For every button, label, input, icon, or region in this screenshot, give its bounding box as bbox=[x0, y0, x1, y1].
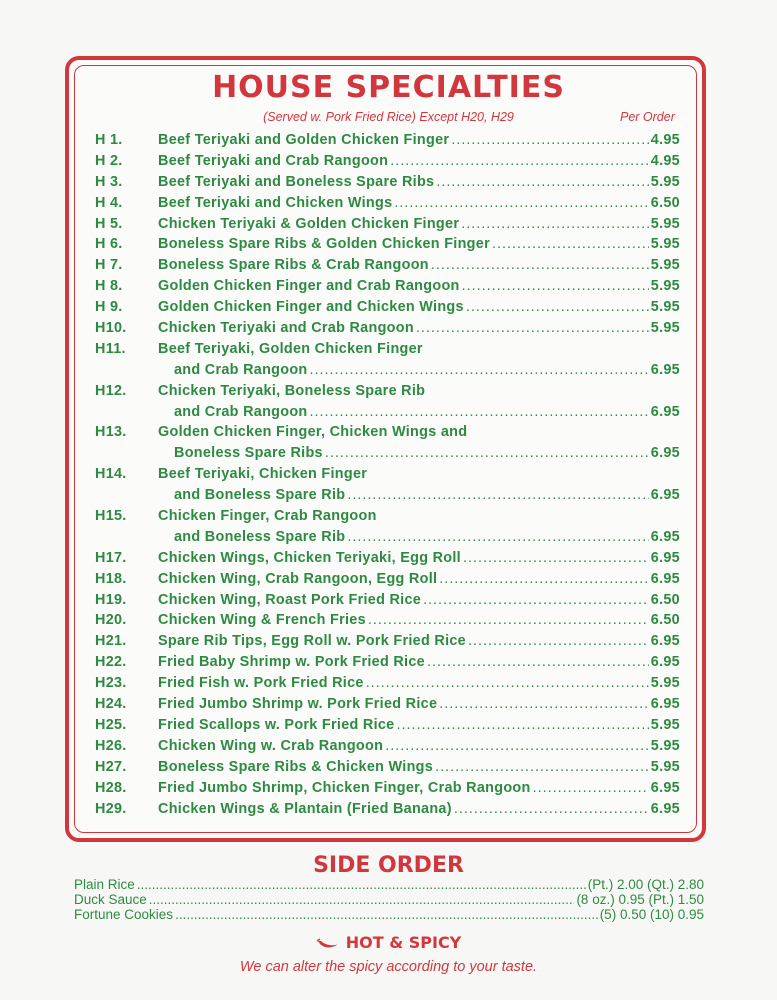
menu-item-price: 6.95 bbox=[650, 570, 680, 587]
dot-leader bbox=[423, 590, 649, 611]
menu-item-code: H 1. bbox=[95, 132, 123, 148]
dot-leader bbox=[347, 485, 648, 506]
menu-item-code: H 9. bbox=[95, 299, 123, 316]
menu-item-line bbox=[95, 548, 680, 569]
menu-item-line bbox=[95, 736, 680, 757]
menu-item-name-continued: Boneless Spare Ribs bbox=[174, 445, 323, 462]
house-specialties-title: HOUSE SPECIALTIES bbox=[212, 70, 565, 105]
menu-item-line bbox=[95, 276, 680, 297]
menu-item-price: 6.95 bbox=[650, 549, 680, 566]
hot-spicy-text: HOT & SPICY bbox=[345, 933, 462, 952]
menu-item-name: Chicken Wing w. Crab Rangoon bbox=[158, 737, 384, 754]
menu-item bbox=[95, 297, 680, 318]
menu-item-name: Spare Rib Tips, Egg Roll w. Pork Fried Rice bbox=[158, 633, 466, 650]
menu-item-price: 5.95 bbox=[650, 278, 680, 295]
menu-item-name: Fried Jumbo Shrimp, Chicken Finger, Crab Rangoon bbox=[158, 779, 531, 796]
menu-item-code: H 3. bbox=[95, 173, 123, 190]
menu-item-code: H29. bbox=[95, 800, 127, 817]
menu-item-line bbox=[95, 443, 680, 464]
menu-item-line bbox=[95, 172, 680, 193]
menu-item-price: 5.95 bbox=[650, 257, 680, 274]
menu-item-price: 6.95 bbox=[650, 361, 680, 378]
dot-leader bbox=[366, 673, 649, 694]
per-order-label: Per Order bbox=[620, 110, 675, 124]
menu-item-price: 5.95 bbox=[650, 758, 680, 775]
menu-item-name: Golden Chicken Finger and Chicken Wings bbox=[158, 299, 464, 316]
menu-item bbox=[95, 631, 680, 652]
menu-item-price: 5.95 bbox=[650, 737, 680, 754]
dot-leader bbox=[431, 255, 649, 276]
menu-item-code: H 4. bbox=[95, 194, 123, 211]
dot-leader bbox=[325, 443, 649, 464]
side-order-item bbox=[74, 892, 704, 907]
menu-item-line bbox=[95, 715, 680, 736]
menu-item-line bbox=[95, 799, 680, 820]
dot-leader bbox=[390, 151, 649, 172]
menu-item bbox=[95, 506, 680, 548]
menu-item-line bbox=[95, 464, 680, 485]
menu-item bbox=[95, 715, 680, 736]
menu-item-name: Beef Teriyaki and Crab Rangoon bbox=[158, 152, 389, 169]
menu-item-price: 6.95 bbox=[650, 633, 680, 650]
menu-item bbox=[95, 673, 680, 694]
dot-leader bbox=[436, 172, 648, 193]
menu-item-line bbox=[95, 506, 680, 527]
menu-item-price: 6.95 bbox=[650, 528, 680, 545]
dot-leader bbox=[463, 548, 649, 569]
menu-item-line bbox=[95, 381, 680, 402]
menu-item-price: 5.95 bbox=[650, 173, 680, 190]
menu-item-code: H11. bbox=[95, 340, 126, 357]
menu-item-code: H28. bbox=[95, 779, 127, 796]
menu-item bbox=[95, 569, 680, 590]
menu-item-line bbox=[95, 527, 680, 548]
menu-item-line bbox=[95, 130, 680, 151]
menu-item-price: 4.95 bbox=[650, 152, 680, 169]
menu-item-name: Boneless Spare Ribs & Chicken Wings bbox=[158, 758, 434, 775]
menu-item-line bbox=[95, 297, 680, 318]
menu-item-price: 6.50 bbox=[650, 612, 680, 629]
dot-leader bbox=[394, 193, 648, 214]
menu-item-name: Beef Teriyaki and Chicken Wings bbox=[158, 194, 393, 211]
side-order-item bbox=[74, 877, 704, 892]
dot-leader bbox=[461, 214, 649, 235]
menu-item-line bbox=[95, 778, 680, 799]
side-order-list bbox=[74, 877, 704, 922]
menu-item-code: H21. bbox=[95, 633, 127, 650]
menu-item-price: 5.95 bbox=[650, 299, 680, 316]
menu-item-line bbox=[95, 255, 680, 276]
menu-item-line bbox=[95, 610, 680, 631]
menu-item bbox=[95, 799, 680, 820]
menu-item-price: 6.95 bbox=[650, 403, 680, 420]
menu-item-name: Chicken Teriyaki and Crab Rangoon bbox=[158, 320, 414, 337]
menu-item-code: H 8. bbox=[95, 278, 123, 295]
menu-item bbox=[95, 757, 680, 778]
dot-leader bbox=[466, 297, 649, 318]
menu-item bbox=[95, 778, 680, 799]
menu-item bbox=[95, 214, 680, 235]
menu-item bbox=[95, 193, 680, 214]
menu-item-name: Chicken Wing, Roast Pork Fried Rice bbox=[158, 591, 422, 608]
menu-item-code: H 6. bbox=[95, 236, 123, 253]
side-order-price: (5) 0.50 (10) 0.95 bbox=[599, 907, 704, 922]
menu-item-price: 6.50 bbox=[650, 194, 680, 211]
menu-item-line bbox=[95, 694, 680, 715]
dot-leader bbox=[416, 318, 649, 339]
dot-leader bbox=[368, 610, 649, 631]
menu-item bbox=[95, 610, 680, 631]
menu-item-code: H24. bbox=[95, 696, 127, 713]
menu-item-name: Chicken Finger, Crab Rangoon bbox=[158, 508, 377, 525]
menu-item-name: Beef Teriyaki and Boneless Spare Ribs bbox=[158, 173, 435, 190]
menu-item-code: H20. bbox=[95, 612, 127, 629]
dot-leader bbox=[439, 569, 648, 590]
menu-item bbox=[95, 381, 680, 423]
menu-item-name: Fried Jumbo Shrimp w. Pork Fried Rice bbox=[158, 696, 438, 713]
menu-item-line bbox=[95, 631, 680, 652]
menu-item-name: Beef Teriyaki and Golden Chicken Finger bbox=[158, 132, 450, 148]
dot-leader bbox=[397, 715, 649, 736]
dot-leader bbox=[149, 892, 575, 907]
menu-item-price: 6.95 bbox=[650, 696, 680, 713]
menu-item-name: Beef Teriyaki, Chicken Finger bbox=[158, 466, 368, 483]
dot-leader bbox=[347, 527, 648, 548]
dot-leader bbox=[427, 652, 649, 673]
menu-item-price: 6.95 bbox=[650, 445, 680, 462]
menu-item-price: 6.95 bbox=[650, 800, 680, 817]
menu-item-name-continued: and Boneless Spare Rib bbox=[174, 528, 346, 545]
dot-leader bbox=[451, 130, 648, 151]
menu-item-code: H14. bbox=[95, 466, 127, 483]
hot-spicy-label bbox=[0, 933, 777, 952]
menu-item-line bbox=[95, 234, 680, 255]
menu-item-code: H25. bbox=[95, 716, 127, 733]
menu-item-name: Golden Chicken Finger, Chicken Wings and bbox=[158, 424, 468, 441]
side-order-price: (Pt.) 2.00 (Qt.) 2.80 bbox=[587, 877, 704, 892]
menu-item bbox=[95, 276, 680, 297]
menu-item-line bbox=[95, 214, 680, 235]
menu-item bbox=[95, 694, 680, 715]
menu-item bbox=[95, 318, 680, 339]
menu-item-price: 5.95 bbox=[650, 675, 680, 692]
menu-item-name-continued: and Boneless Spare Rib bbox=[174, 487, 346, 504]
menu-item-name: Chicken Wing, Crab Rangoon, Egg Roll bbox=[158, 570, 438, 587]
side-order-item bbox=[74, 907, 704, 922]
menu-item-name: Boneless Spare Ribs & Crab Rangoon bbox=[158, 257, 429, 274]
side-order-price: (8 oz.) 0.95 (Pt.) 1.50 bbox=[576, 892, 704, 907]
dot-leader bbox=[492, 234, 649, 255]
menu-item-price: 5.95 bbox=[650, 320, 680, 337]
menu-item bbox=[95, 548, 680, 569]
menu-item-code: H19. bbox=[95, 591, 127, 608]
menu-item-name: Fried Scallops w. Pork Fried Rice bbox=[158, 716, 395, 733]
menu-item-code: H17. bbox=[95, 549, 127, 566]
menu-item-name: Chicken Teriyaki & Golden Chicken Finger bbox=[158, 215, 460, 232]
menu-item-price: 5.95 bbox=[650, 236, 680, 253]
menu-item-name: Golden Chicken Finger and Crab Rangoon bbox=[158, 278, 460, 295]
menu-item-price: 5.95 bbox=[650, 215, 680, 232]
menu-item-price: 6.95 bbox=[650, 487, 680, 504]
menu-item bbox=[95, 130, 680, 151]
menu-item-line bbox=[95, 339, 680, 360]
dot-leader bbox=[175, 907, 598, 922]
dot-leader bbox=[462, 276, 649, 297]
menu-item-line bbox=[95, 422, 680, 443]
dot-leader bbox=[435, 757, 649, 778]
side-order-title: SIDE ORDER bbox=[313, 853, 464, 878]
menu-item-price: 6.95 bbox=[650, 654, 680, 671]
menu-item-code: H 5. bbox=[95, 215, 123, 232]
dot-leader bbox=[310, 360, 649, 381]
spicy-note: We can alter the spicy according to your taste. bbox=[239, 959, 538, 975]
menu-item-code: H27. bbox=[95, 758, 127, 775]
side-order-name: Fortune Cookies bbox=[74, 907, 174, 922]
menu-item-line bbox=[95, 485, 680, 506]
menu-item-name-continued: and Crab Rangoon bbox=[174, 403, 308, 420]
menu-item bbox=[95, 151, 680, 172]
menu-item bbox=[95, 339, 680, 381]
menu-item-price: 5.95 bbox=[650, 716, 680, 733]
menu-item-price: 4.95 bbox=[650, 132, 680, 148]
menu-item-line bbox=[95, 590, 680, 611]
menu-item-name: Chicken Teriyaki, Boneless Spare Rib bbox=[158, 382, 426, 399]
menu-item-code: H26. bbox=[95, 737, 127, 754]
menu-item-code: H22. bbox=[95, 654, 127, 671]
menu-item-code: H13. bbox=[95, 424, 127, 441]
menu-item-code: H12. bbox=[95, 382, 127, 399]
menu-item-line bbox=[95, 193, 680, 214]
menu-item-line bbox=[95, 402, 680, 423]
menu-item-code: H 7. bbox=[95, 257, 123, 274]
menu-item-price: 6.95 bbox=[650, 779, 680, 796]
dot-leader bbox=[454, 799, 649, 820]
menu-item-name: Chicken Wings & Plantain (Fried Banana) bbox=[158, 800, 452, 817]
menu-item-line bbox=[95, 318, 680, 339]
house-specialties-subtitle: (Served w. Pork Fried Rice) Except H20, H29 bbox=[263, 110, 514, 124]
menu-item-name: Chicken Wing & French Fries bbox=[158, 612, 366, 629]
dot-leader bbox=[439, 694, 649, 715]
menu-item bbox=[95, 255, 680, 276]
dot-leader bbox=[533, 778, 649, 799]
house-specialties-list bbox=[95, 130, 680, 819]
dot-leader bbox=[385, 736, 649, 757]
menu-item-code: H15. bbox=[95, 508, 127, 525]
menu-item-line bbox=[95, 151, 680, 172]
side-order-name: Plain Rice bbox=[74, 877, 135, 892]
menu-item-line bbox=[95, 569, 680, 590]
menu-item-code: H23. bbox=[95, 675, 127, 692]
menu-item bbox=[95, 422, 680, 464]
menu-item-code: H 2. bbox=[95, 152, 123, 169]
menu-item-code: H10. bbox=[95, 320, 127, 337]
menu-item-name: Beef Teriyaki, Golden Chicken Finger bbox=[158, 340, 423, 357]
dot-leader bbox=[310, 402, 649, 423]
menu-item-code: H18. bbox=[95, 570, 127, 587]
menu-item-line bbox=[95, 360, 680, 381]
menu-item-name: Fried Fish w. Pork Fried Rice bbox=[158, 675, 364, 692]
menu-item-line bbox=[95, 652, 680, 673]
menu-item bbox=[95, 234, 680, 255]
menu-item-name: Boneless Spare Ribs & Golden Chicken Finger bbox=[158, 236, 490, 253]
dot-leader bbox=[468, 631, 649, 652]
chili-pepper-icon bbox=[316, 938, 340, 950]
menu-item bbox=[95, 172, 680, 193]
menu-item bbox=[95, 464, 680, 506]
menu-item-price: 6.50 bbox=[650, 591, 680, 608]
menu-item-line bbox=[95, 757, 680, 778]
menu-item bbox=[95, 652, 680, 673]
menu-item bbox=[95, 736, 680, 757]
dot-leader bbox=[137, 877, 586, 892]
menu-item-line bbox=[95, 673, 680, 694]
side-order-name: Duck Sauce bbox=[74, 892, 147, 907]
menu-item bbox=[95, 590, 680, 611]
menu-item-name-continued: and Crab Rangoon bbox=[174, 361, 308, 378]
menu-item-name: Fried Baby Shrimp w. Pork Fried Rice bbox=[158, 654, 425, 671]
menu-item-name: Chicken Wings, Chicken Teriyaki, Egg Roll bbox=[158, 549, 461, 566]
